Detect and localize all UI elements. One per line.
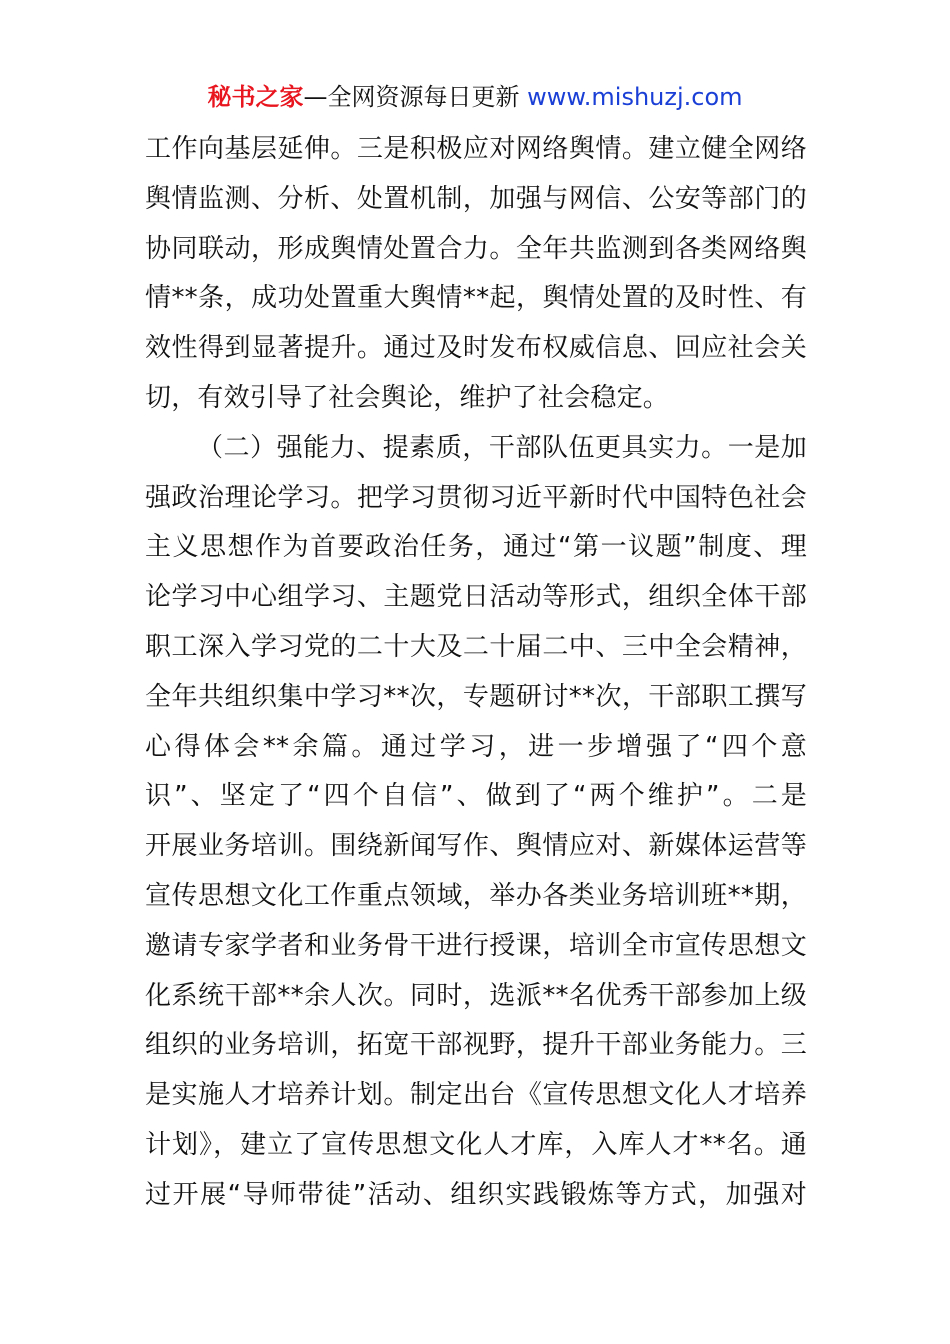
text-line: 化系统干部**余人次。同时，选派**名优秀干部参加上级 [145, 980, 807, 1011]
text-line: 舆情监测、分析、处置机制，加强与网信、公安等部门的 [145, 183, 807, 214]
text-line: 职工深入学习党的二十大及二十届二中、三中全会精神， [145, 631, 807, 662]
site-tagline: —全网资源每日更新 [303, 83, 520, 111]
text-line: 效性得到显著提升。通过及时发布权威信息、回应社会关 [145, 333, 807, 364]
text-line: 论学习中心组学习、主题党日活动等形式，组织全体干部 [145, 582, 807, 613]
text-line: 工作向基层延伸。三是积极应对网络舆情。建立健全网络 [145, 134, 807, 164]
text-line: 计划》，建立了宣传思想文化人才库，入库人才**名。通 [145, 1129, 807, 1160]
text-line: 识”、坚定了“四个自信”、做到了“两个维护”。二是 [145, 781, 807, 812]
document-body [145, 125, 807, 1221]
text-line: 协同联动，形成舆情处置合力。全年共监测到各类网络舆 [145, 233, 807, 264]
site-header [0, 80, 950, 114]
text-line: 开展业务培训。围绕新闻写作、舆情应对、新媒体运营等 [145, 831, 807, 862]
text-line: 过开展“导师带徒”活动、组织实践锻炼等方式，加强对 [145, 1179, 807, 1210]
section-heading-line: （二）强能力、提素质，干部队伍更具实力。一是加 [197, 432, 807, 463]
text-line: 组织的业务培训，拓宽干部视野，提升干部业务能力。三 [145, 1030, 807, 1061]
text-line: 邀请专家学者和业务骨干进行授课，培训全市宣传思想文 [145, 930, 807, 961]
text-line: 是实施人才培养计划。制定出台《宣传思想文化人才培养 [145, 1080, 807, 1111]
text-line: 切，有效引导了社会舆论，维护了社会稳定。 [145, 382, 670, 413]
site-url-link[interactable]: www.mishuzj.com [527, 83, 743, 111]
text-line: 强政治理论学习。把学习贯彻习近平新时代中国特色社会 [145, 482, 807, 513]
text-line: 心得体会**余篇。通过学习，进一步增强了“四个意 [145, 731, 807, 762]
site-brand: 秘书之家 [207, 83, 304, 111]
text-line: 全年共组织集中学习**次，专题研讨**次，干部职工撰写 [145, 681, 807, 712]
text-line: 情**条，成功处置重大舆情**起，舆情处置的及时性、有 [145, 283, 807, 314]
text-line: 宣传思想文化工作重点领域，举办各类业务培训班**期， [145, 880, 807, 911]
text-line: 主义思想作为首要政治任务，通过“第一议题”制度、理 [145, 532, 807, 563]
